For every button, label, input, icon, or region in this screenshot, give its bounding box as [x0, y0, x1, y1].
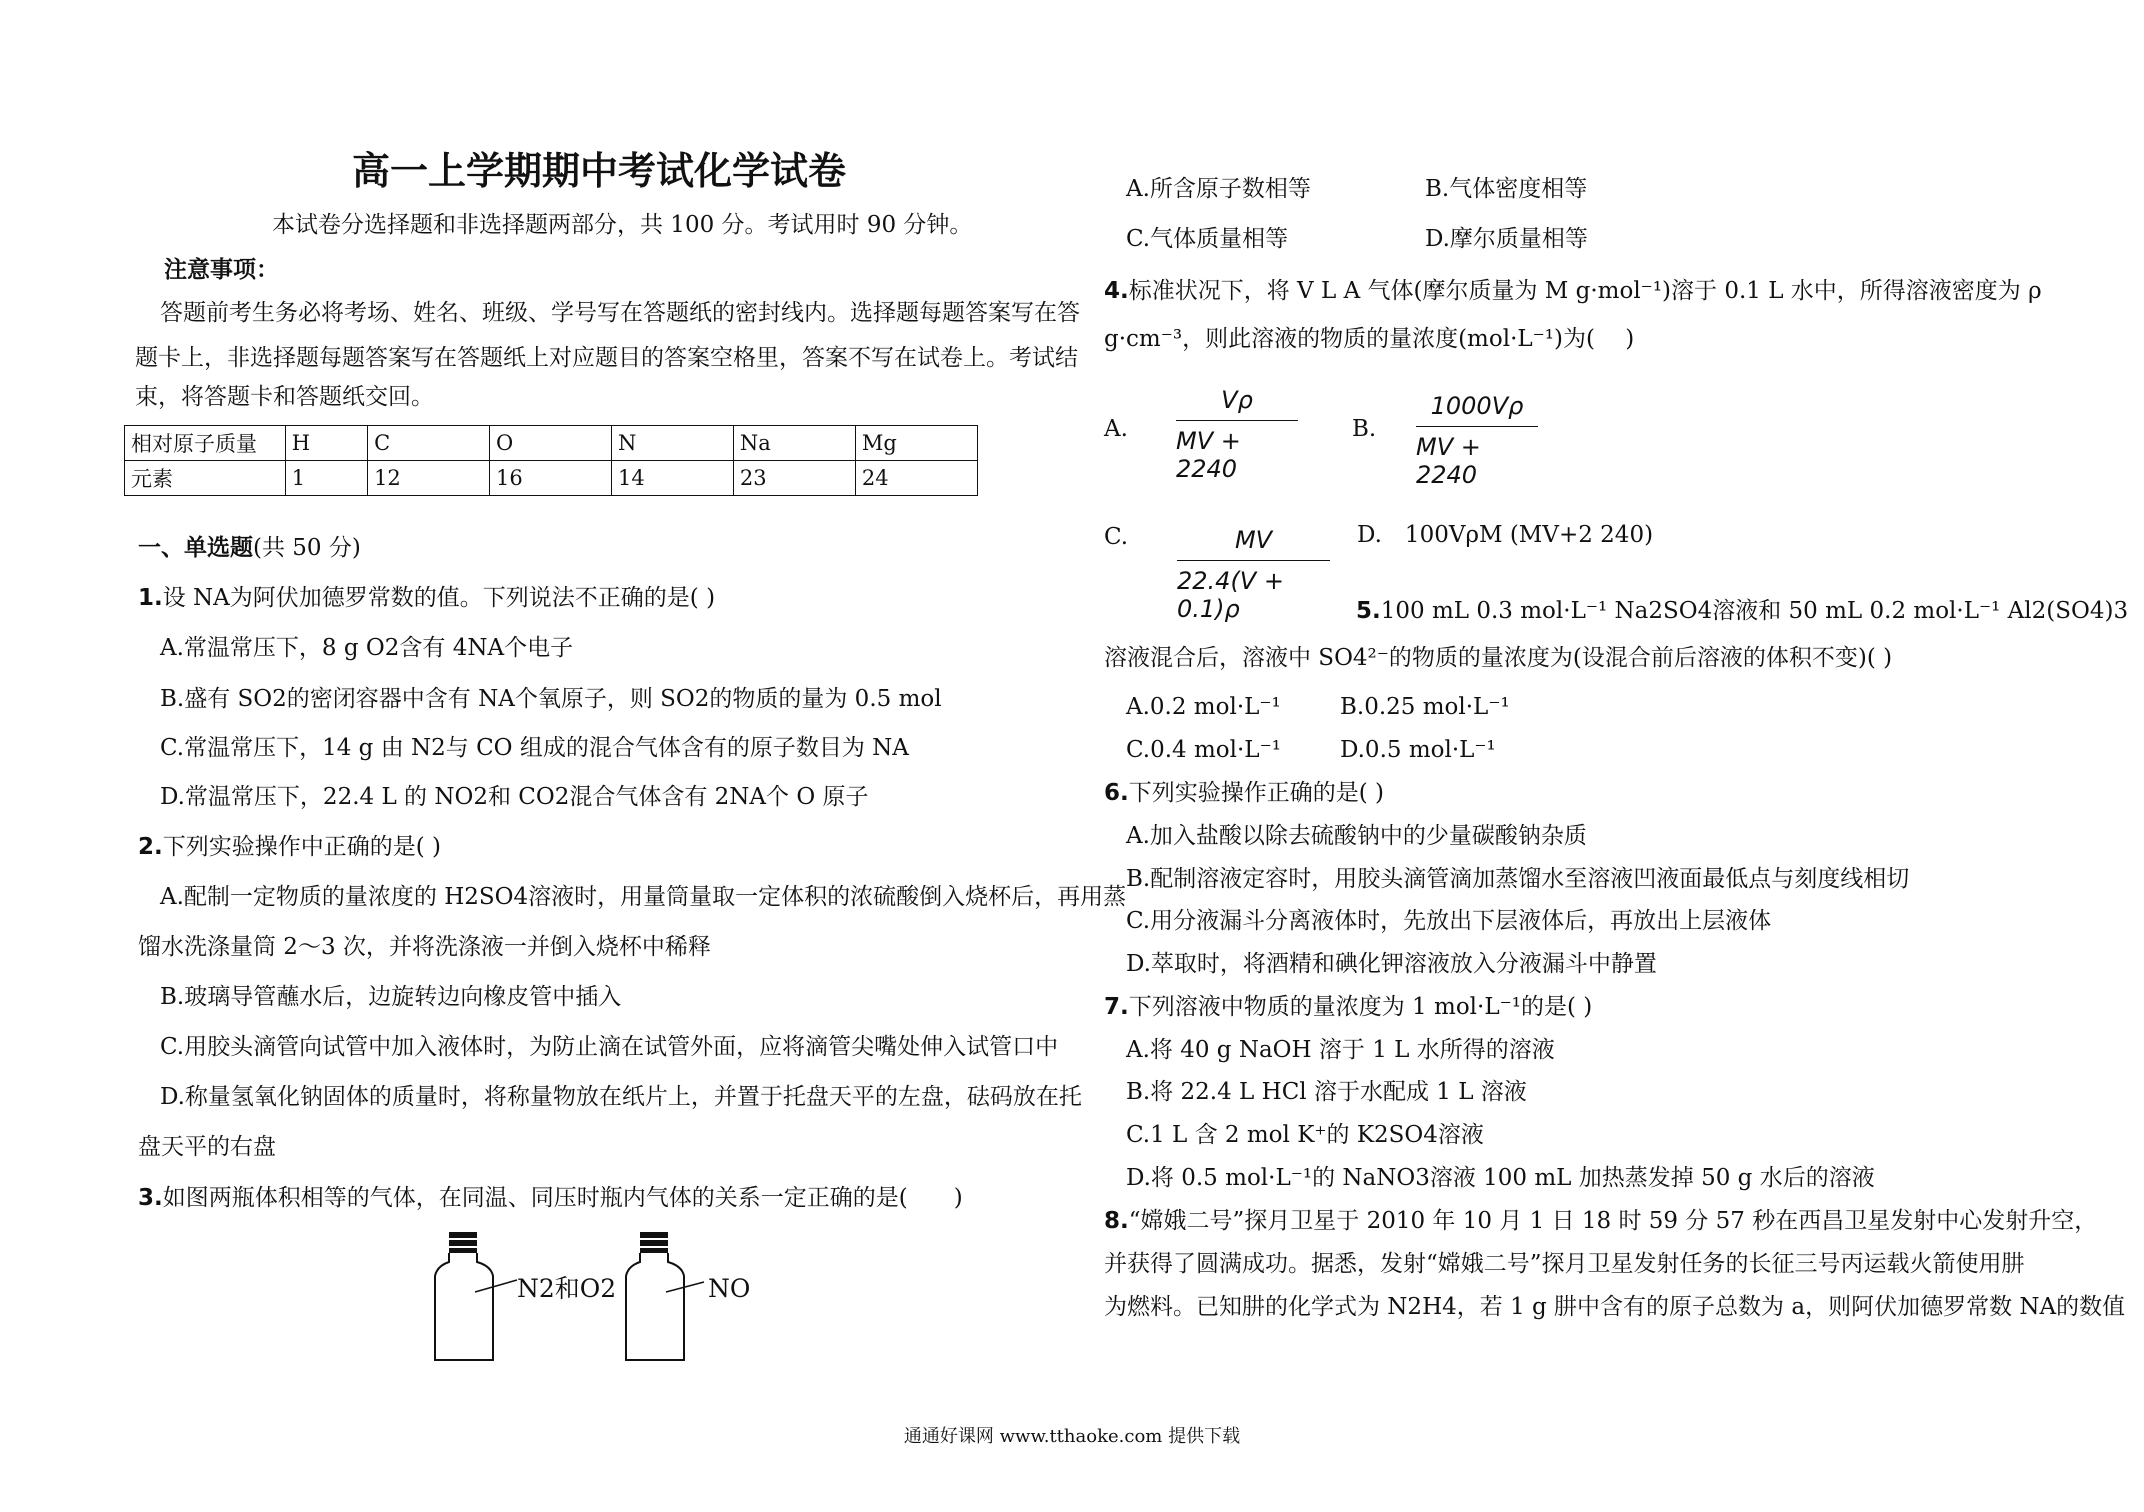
q2-option-c: C.用胶头滴管向试管中加入液体时，为防止滴在试管外面，应将滴管尖嘴处伸入试管口中 [160, 1034, 1059, 1060]
q2-option-a: A.配制一定物质的量浓度的 H2SO4溶液时，用量筒量取一定体积的浓硫酸倒入烧杯后，再用蒸 [160, 884, 1127, 910]
fraction-bar [1177, 560, 1330, 561]
q1-option-b: B.盛有 SO2的密闭容器中含有 NA个氧原子，则 SO2的物质的量为 0.5 mol [160, 686, 942, 712]
table-cell: 元素 [125, 461, 286, 496]
q2-option-d-cont: 盘天平的右盘 [138, 1134, 276, 1160]
bottle-2-label: NO [708, 1274, 751, 1303]
notice-line: 题卡上，非选择题每题答案写在答题纸上对应题目的答案空格里，答案不写在试卷上。考试结 [135, 345, 1078, 371]
table-cell: 16 [490, 461, 612, 496]
q4-option-a-label: A. [1104, 416, 1128, 442]
table-cell: 14 [611, 461, 733, 496]
question-number: 7. [1104, 994, 1129, 1020]
q3-option-d: D.摩尔质量相等 [1425, 226, 1588, 252]
fraction-bar [1176, 420, 1298, 421]
question-5-stem-cont: 溶液混合后，溶液中 SO4²⁻的物质的量浓度为(设混合前后溶液的体积不变)( ) [1104, 645, 1893, 671]
q4-option-c-label: C. [1104, 524, 1129, 550]
fraction-denominator: MV + 2240 [1176, 427, 1241, 483]
question-text: 标准状况下，将 V L A 气体(摩尔质量为 M g·mol⁻¹)溶于 0.1 L 水中，所得溶液密度为 ρ [1128, 278, 2042, 304]
fraction-numerator: 1000Vρ [1430, 392, 1524, 420]
q1-option-a: A.常温常压下，8 g O2含有 4NA个电子 [160, 635, 574, 661]
fraction-numerator: Vρ [1221, 386, 1253, 414]
question-number: 3. [138, 1185, 163, 1211]
q7-option-c: C.1 L 含 2 mol K⁺的 K2SO4溶液 [1126, 1122, 1484, 1148]
intro-text: 本试卷分选择题和非选择题两部分，共 100 分。考试用时 90 分钟。 [272, 212, 973, 238]
question-2-stem [138, 836, 441, 859]
q5-option-b: B.0.25 mol·L⁻¹ [1340, 694, 1510, 720]
question-text: 100 mL 0.3 mol·L⁻¹ Na2SO4溶液和 50 mL 0.2 mol·L⁻¹ Al2(SO4)3 [1380, 598, 2129, 624]
question-number: 4. [1104, 278, 1129, 304]
question-number: 1. [138, 585, 163, 611]
question-4-stem [1104, 280, 2042, 303]
fraction-denominator: MV + 2240 [1416, 433, 1481, 489]
q6-option-d: D.萃取时，将酒精和碘化钾溶液放入分液漏斗中静置 [1126, 951, 1657, 977]
question-3-stem [138, 1187, 963, 1210]
q2-option-a-cont: 馏水洗涤量筒 2～3 次，并将洗涤液一并倒入烧杯中稀释 [138, 934, 711, 960]
question-text: 如图两瓶体积相等的气体，在同温、同压时瓶内气体的关系一定正确的是( ) [162, 1185, 963, 1211]
q3-option-c: C.气体质量相等 [1126, 226, 1289, 252]
table-cell: 1 [285, 461, 367, 496]
question-8-line-2: 并获得了圆满成功。据悉，发射“嫦娥二号”探月卫星发射任务的长征三号丙运载火箭使用肼 [1104, 1251, 2025, 1277]
notice-line: 束，将答题卡和答题纸交回。 [135, 384, 434, 410]
question-text: 设 NA为阿伏加德罗常数的值。下列说法不正确的是( ) [162, 585, 716, 611]
question-6-stem [1104, 782, 1384, 805]
q2-option-d: D.称量氢氧化钠固体的质量时，将称量物放在纸片上，并置于托盘天平的左盘，砝码放在托 [160, 1084, 1082, 1110]
question-number: 5. [1356, 598, 1381, 624]
table-cell: Na [733, 426, 855, 461]
bottle-1-label: N2和O2 [517, 1274, 617, 1303]
table-cell: 相对原子质量 [125, 426, 286, 461]
q5-option-d: D.0.5 mol·L⁻¹ [1340, 737, 1496, 763]
q4-option-b-label: B. [1352, 416, 1377, 442]
table-cell: 24 [855, 461, 977, 496]
q6-option-a: A.加入盐酸以除去硫酸钠中的少量碳酸钠杂质 [1126, 823, 1587, 849]
question-4-stem-cont: g·cm⁻³，则此溶液的物质的量浓度(mol·L⁻¹)为( ) [1104, 326, 1635, 352]
q1-option-d: D.常温常压下，22.4 L 的 NO2和 CO2混合气体含有 2NA个 O 原子 [160, 784, 869, 810]
q7-option-a: A.将 40 g NaOH 溶于 1 L 水所得的溶液 [1126, 1037, 1555, 1063]
q5-option-a: A.0.2 mol·L⁻¹ [1126, 694, 1281, 720]
question-text: “嫦娥二号”探月卫星于 2010 年 10 月 1 日 18 时 59 分 57 秒在西昌卫星发射中心发射升空， [1128, 1208, 2098, 1234]
fraction-denominator: 22.4(V + 0.1)ρ [1177, 567, 1284, 623]
question-text: 下列溶液中物质的量浓度为 1 mol·L⁻¹的是( ) [1128, 994, 1593, 1020]
question-number: 2. [138, 834, 163, 860]
table-cell: 12 [368, 461, 490, 496]
question-8-stem [1104, 1210, 2097, 1233]
table-row [125, 426, 978, 461]
table-cell: 23 [733, 461, 855, 496]
section-note: (共 50 分) [253, 535, 361, 561]
atomic-mass-table [124, 425, 978, 496]
question-5-stem [1356, 600, 2128, 623]
q4-option-c-fraction [1177, 526, 1330, 623]
q3-option-b: B.气体密度相等 [1425, 176, 1588, 202]
section-heading [138, 537, 361, 560]
notice-heading: 注意事项： [164, 257, 279, 283]
table-cell: H [285, 426, 367, 461]
page-title: 高一上学期期中考试化学试卷 [352, 149, 847, 193]
question-number: 6. [1104, 780, 1129, 806]
page-footer: 通通好课网 www.tthaoke.com 提供下载 [903, 1426, 1241, 1447]
q7-option-d: D.将 0.5 mol·L⁻¹的 NaNO3溶液 100 mL 加热蒸发掉 50 g 水后的溶液 [1126, 1165, 1875, 1191]
q2-option-b: B.玻璃导管蘸水后，边旋转边向橡皮管中插入 [160, 984, 622, 1010]
q4-option-d: D. 100VρM (MV+2 240) [1357, 522, 1654, 548]
q5-option-c: C.0.4 mol·L⁻¹ [1126, 737, 1281, 763]
q3-option-a: A.所含原子数相等 [1126, 176, 1311, 202]
question-8-line-3: 为燃料。已知肼的化学式为 N2H4，若 1 g 肼中含有的原子总数为 a，则阿伏加德罗常数 NA的数值 [1104, 1294, 2126, 1320]
q1-option-c: C.常温常压下，14 g 由 N2与 CO 组成的混合气体含有的原子数目为 NA [160, 735, 909, 761]
table-cell: C [368, 426, 490, 461]
table-cell: Mg [855, 426, 977, 461]
q6-option-b: B.配制溶液定容时，用胶头滴管滴加蒸馏水至溶液凹液面最低点与刻度线相切 [1126, 866, 1910, 892]
table-cell: N [611, 426, 733, 461]
table-cell: O [490, 426, 612, 461]
question-text: 下列实验操作中正确的是( ) [162, 834, 442, 860]
q7-option-b: B.将 22.4 L HCl 溶于水配成 1 L 溶液 [1126, 1079, 1527, 1105]
q4-option-b-fraction [1416, 392, 1538, 489]
question-text: 下列实验操作正确的是( ) [1128, 780, 1385, 806]
fraction-numerator: MV [1234, 526, 1273, 554]
fraction-bar [1416, 426, 1538, 427]
table-row [125, 461, 978, 496]
question-7-stem [1104, 996, 1592, 1019]
notice-line: 答题前考生务必将考场、姓名、班级、学号写在答题纸的密封线内。选择题每题答案写在答 [160, 300, 1080, 326]
question-1-stem [138, 587, 715, 610]
q4-option-a-fraction [1176, 386, 1298, 483]
section-label: 一、单选题 [138, 535, 253, 561]
question-number: 8. [1104, 1208, 1129, 1234]
q6-option-c: C.用分液漏斗分离液体时，先放出下层液体后，再放出上层液体 [1126, 908, 1772, 934]
